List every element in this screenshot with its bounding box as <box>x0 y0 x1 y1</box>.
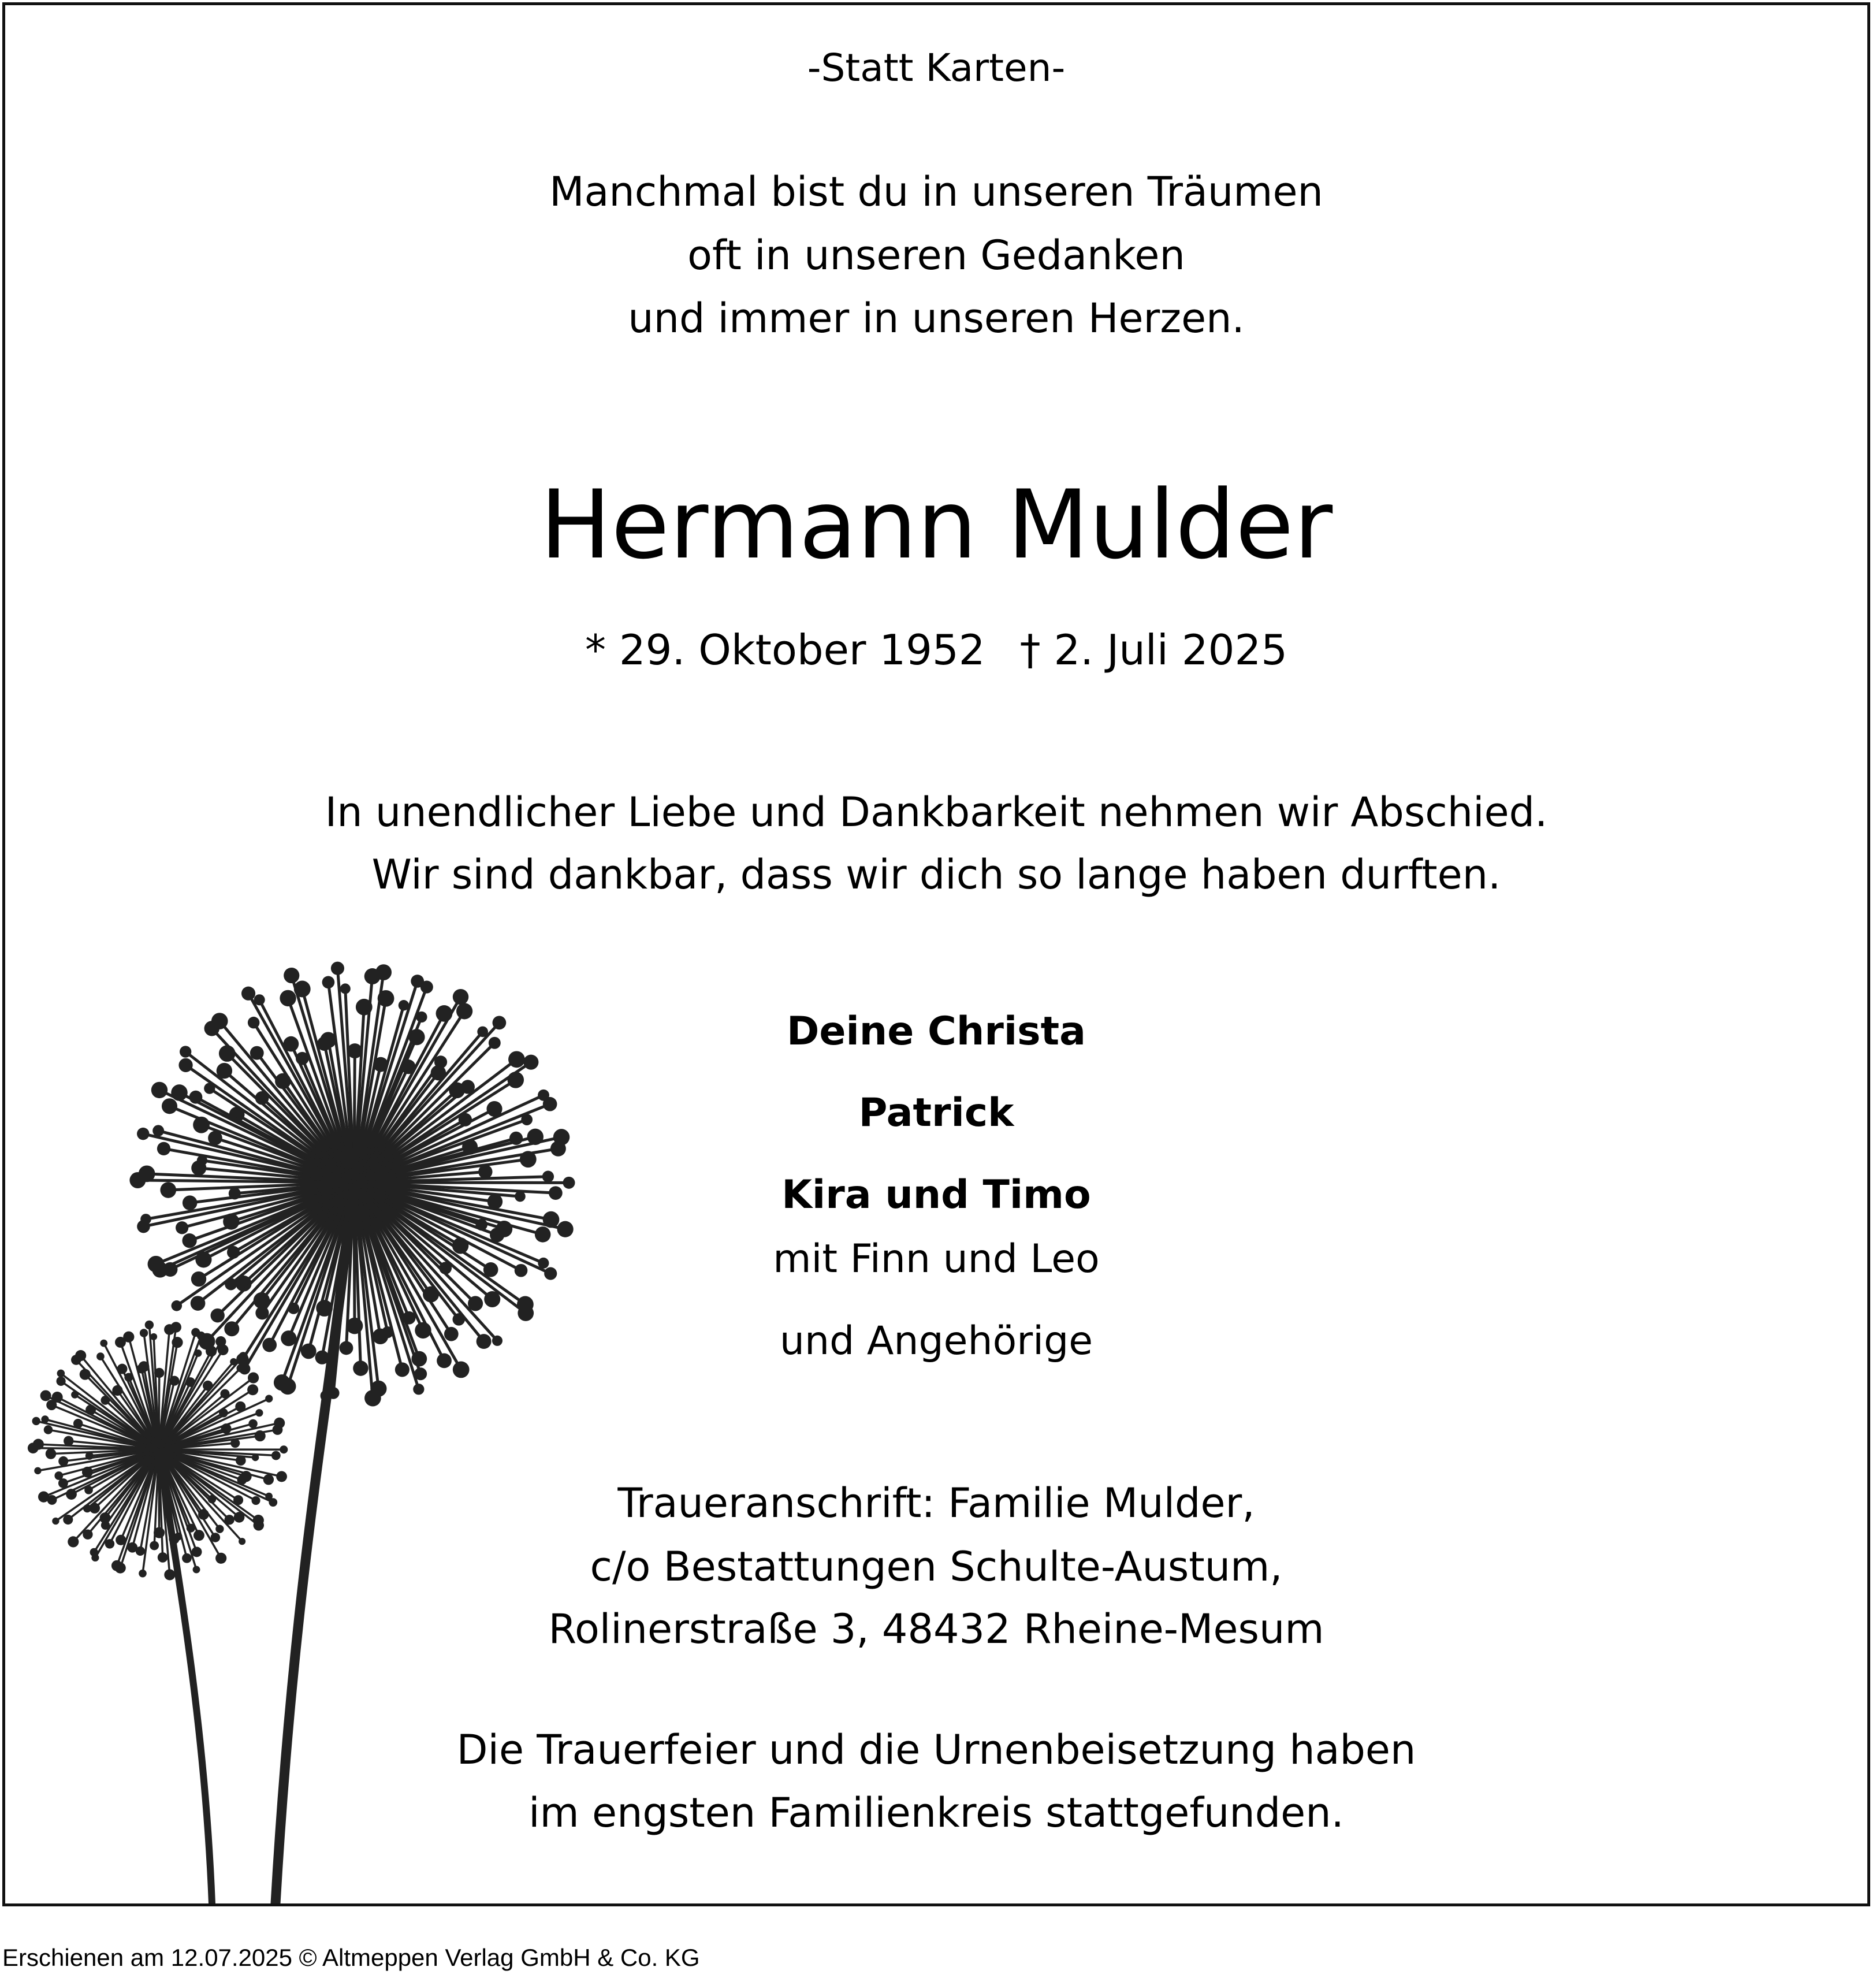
address-line-1: Traueranschrift: Familie Mulder, <box>617 1479 1255 1527</box>
address-line-2: c/o Bestattungen Schulte-Austum, <box>590 1543 1283 1590</box>
death-date: † 2. Juli 2025 <box>1019 626 1288 674</box>
birth-date: * 29. Oktober 1952 <box>585 626 985 674</box>
obituary-notice <box>2 2 1870 1906</box>
address-line-3: Rolinerstraße 3, 48432 Rheine-Mesum <box>548 1605 1324 1653</box>
ceremony-note-line-1: Die Trauerfeier und die Urnenbeisetzung haben <box>456 1726 1416 1773</box>
poem-line-2: oft in unseren Gedanken <box>687 232 1185 279</box>
mourner-children: mit Finn und Leo <box>773 1236 1100 1282</box>
deceased-name: Hermann Mulder <box>539 470 1333 580</box>
farewell-line-2: Wir sind dankbar, dass wir dich so lange haben durften. <box>371 851 1501 898</box>
publication-footer: Erschienen am 12.07.2025 © Altmeppen Verlag GmbH & Co. KG <box>2 1944 700 1971</box>
mourner-kira-timo: Kira und Timo <box>781 1172 1091 1218</box>
statt-karten-heading: -Statt Karten- <box>807 46 1066 90</box>
farewell-line-1: In unendlicher Liebe und Dankbarkeit nehmen wir Abschied. <box>325 789 1548 836</box>
poem-line-1: Manchmal bist du in unseren Träumen <box>549 168 1323 215</box>
mourner-christa: Deine Christa <box>786 1009 1086 1054</box>
poem-line-3: und immer in unseren Herzen. <box>628 295 1245 342</box>
mourner-patrick: Patrick <box>858 1090 1014 1136</box>
mourner-relatives: und Angehörige <box>779 1318 1093 1364</box>
ceremony-note-line-2: im engsten Familienkreis stattgefunden. <box>528 1789 1344 1836</box>
life-dates <box>5 626 1867 674</box>
